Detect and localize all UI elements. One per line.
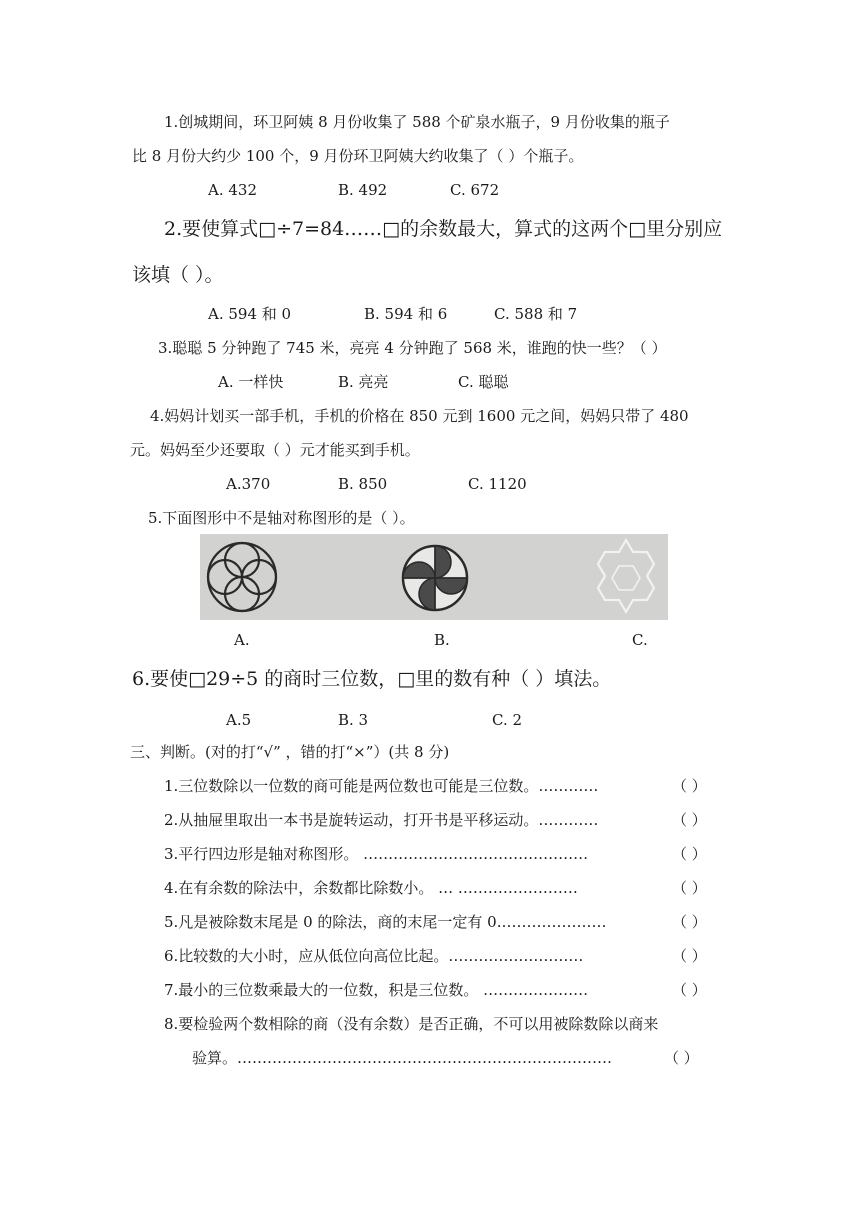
q3-option-c: C. 聪聪 xyxy=(458,373,509,391)
judge-item-2: 2.从抽屉里取出一本书是旋转运动，打开书是平移运动。………… xyxy=(164,811,599,829)
judge-paren-8: （ ） xyxy=(664,1049,699,1067)
figure-c-label: C. xyxy=(632,631,648,649)
q1-option-b: B. 492 xyxy=(338,181,388,199)
figure-a-circles xyxy=(204,534,282,620)
q2-option-c: C. 588 和 7 xyxy=(494,305,578,323)
judge-paren-5: （ ） xyxy=(672,913,707,931)
q6-text-line1: 6.要使□29÷5 的商时三位数，□里的数有种（ ）填法。 xyxy=(132,668,612,690)
figure-b-pinwheel xyxy=(400,534,470,620)
judge-paren-1: （ ） xyxy=(672,777,707,795)
judge-item-3: 3.平行四边形是轴对称图形。 ……………………………………… xyxy=(164,845,589,863)
figure-strip xyxy=(200,534,668,620)
q5-text-line1: 5.下面图形中不是轴对称图形的是（ ）。 xyxy=(148,509,415,527)
judge-paren-4: （ ） xyxy=(672,879,707,897)
q6-option-b: B. 3 xyxy=(338,711,369,729)
judge-item-8-line2: 验算。………………………………………………………………… xyxy=(192,1049,613,1067)
judge-item-8-line1: 8.要检验两个数相除的商（没有余数）是否正确，不可以用被除数除以商来 xyxy=(164,1015,659,1033)
q3-text-line1: 3.聪聪 5 分钟跑了 745 米，亮亮 4 分钟跑了 568 米，谁跑的快一些？（ ） xyxy=(158,339,667,357)
q6-option-a: A.5 xyxy=(226,711,252,729)
judge-item-6: 6.比较数的大小时，应从低位向高位比起。……………………… xyxy=(164,947,584,965)
q4-text-line2: 元。妈妈至少还要取（ ）元才能买到手机。 xyxy=(130,441,420,459)
q2-option-a: A. 594 和 0 xyxy=(208,305,292,323)
q3-option-a: A. 一样快 xyxy=(218,373,284,391)
figure-a-label: A. xyxy=(234,631,250,649)
judge-paren-7: （ ） xyxy=(672,981,707,999)
judge-item-7: 7.最小的三位数乘最大的一位数，积是三位数。 ………………… xyxy=(164,981,589,999)
figure-c-star xyxy=(588,534,664,620)
q4-option-a: A.370 xyxy=(226,475,271,493)
judge-paren-3: （ ） xyxy=(672,845,707,863)
q3-option-b: B. 亮亮 xyxy=(338,373,389,391)
judge-paren-2: （ ） xyxy=(672,811,707,829)
q1-text-line1: 1.创城期间，环卫阿姨 8 月份收集了 588 个矿泉水瓶子，9 月份收集的瓶子 xyxy=(164,113,670,131)
q1-option-c: C. 672 xyxy=(450,181,500,199)
judge-item-1: 1.三位数除以一位数的商可能是两位数也可能是三位数。………… xyxy=(164,777,599,795)
judge-item-5: 5.凡是被除数末尾是 0 的除法，商的末尾一定有 0.………………… xyxy=(164,913,607,931)
q4-option-c: C. 1120 xyxy=(468,475,527,493)
q6-option-c: C. 2 xyxy=(492,711,523,729)
figure-b-label: B. xyxy=(434,631,450,649)
q4-text-line1: 4.妈妈计划买一部手机，手机的价格在 850 元到 1600 元之间，妈妈只带了 480 xyxy=(150,407,689,425)
section3-title: 三、判断。(对的打“√” ，错的打“×”）(共 8 分) xyxy=(130,743,450,761)
q2-option-b: B. 594 和 6 xyxy=(364,305,448,323)
q1-option-a: A. 432 xyxy=(208,181,257,199)
q2-text-line1: 2.要使算式□÷7=84……□的余数最大，算式的这两个□里分别应 xyxy=(164,218,723,240)
judge-paren-6: （ ） xyxy=(672,947,707,965)
judge-item-4: 4.在有余数的除法中，余数都比除数小。 … …………………… xyxy=(164,879,578,897)
q4-option-b: B. 850 xyxy=(338,475,388,493)
q1-text-line2: 比 8 月份大约少 100 个，9 月份环卫阿姨大约收集了（ ）个瓶子。 xyxy=(132,147,584,165)
q2-text-line2: 该填（ ）。 xyxy=(132,264,224,286)
